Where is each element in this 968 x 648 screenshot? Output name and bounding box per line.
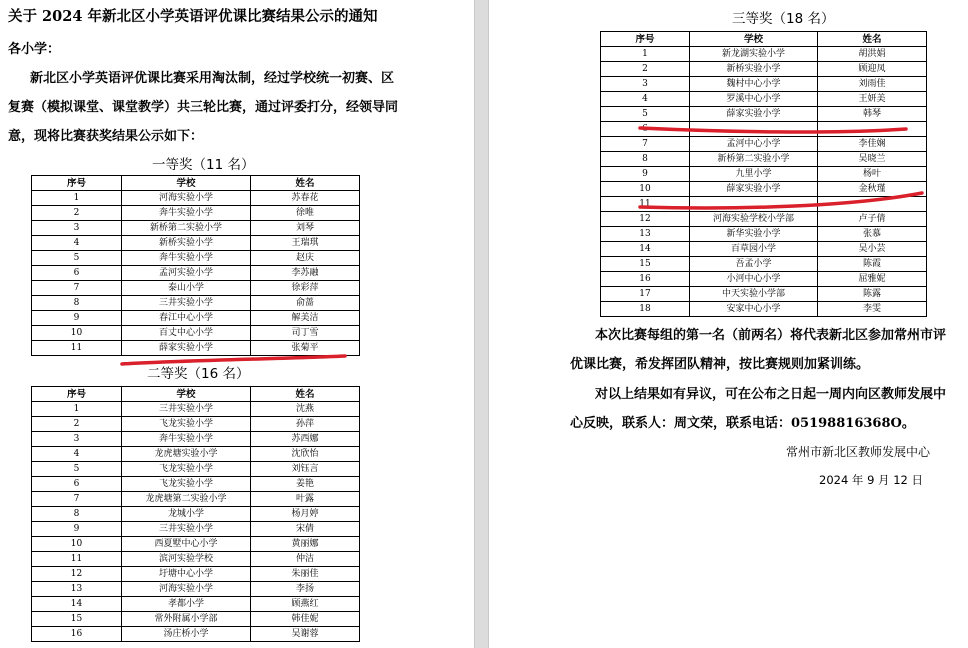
table-row bbox=[601, 257, 927, 272]
notice-title: 关于 2024 年新北区小学英语评优课比赛结果公示的通知 bbox=[8, 8, 378, 25]
table-row bbox=[32, 492, 360, 507]
school-cell: 吾孟小学 bbox=[690, 257, 818, 272]
table-row bbox=[601, 152, 927, 167]
col-header-school: 学校 bbox=[122, 387, 251, 402]
table-row bbox=[601, 272, 927, 287]
row-number-cell: 5 bbox=[601, 107, 690, 122]
row-number-cell: 8 bbox=[601, 152, 690, 167]
name-cell: 解美洁 bbox=[251, 311, 360, 326]
name-cell: 吴谢蓉 bbox=[251, 627, 360, 642]
school-cell: 春江中心小学 bbox=[122, 311, 251, 326]
row-number-cell: 5 bbox=[32, 251, 122, 266]
name-cell: 李佳娴 bbox=[818, 137, 927, 152]
school-cell: 奔牛实验小学 bbox=[122, 206, 251, 221]
col-header-name: 姓名 bbox=[251, 387, 360, 402]
table-row bbox=[601, 77, 927, 92]
first-prize-table bbox=[31, 175, 360, 356]
school-cell: 九里小学 bbox=[690, 167, 818, 182]
name-cell: 姜艳 bbox=[251, 477, 360, 492]
name-cell: 韩佳妮 bbox=[251, 612, 360, 627]
signature-organization: 常州市新北区教师发展中心 bbox=[786, 445, 931, 459]
name-cell: 徐唯 bbox=[251, 206, 360, 221]
signature-date: 2024 年 9 月 12 日 bbox=[819, 473, 923, 487]
name-cell: 沈欣怡 bbox=[251, 447, 360, 462]
school-cell: 飞龙实验小学 bbox=[122, 477, 251, 492]
table-row bbox=[601, 47, 927, 62]
third-prize-table bbox=[600, 31, 927, 317]
table-row bbox=[32, 311, 360, 326]
row-number-cell: 2 bbox=[32, 417, 122, 432]
table-row bbox=[32, 221, 360, 236]
table-row bbox=[32, 552, 360, 567]
school-cell: 魏村中心小学 bbox=[690, 77, 818, 92]
table-row bbox=[601, 302, 927, 317]
table-row bbox=[601, 227, 927, 242]
row-number-cell: 11 bbox=[32, 552, 122, 567]
name-cell: 杨叶 bbox=[818, 167, 927, 182]
school-cell: 龙虎塘实验小学 bbox=[122, 447, 251, 462]
name-cell: 屈雅妮 bbox=[818, 272, 927, 287]
school-cell: 滨河实验学校 bbox=[122, 552, 251, 567]
table-row bbox=[32, 236, 360, 251]
name-cell: 王瑞琪 bbox=[251, 236, 360, 251]
col-header-school: 学校 bbox=[122, 176, 251, 191]
table-row bbox=[32, 597, 360, 612]
table-row bbox=[32, 522, 360, 537]
name-cell: 孙萍 bbox=[251, 417, 360, 432]
row-number-cell: 5 bbox=[32, 462, 122, 477]
row-number-cell: 11 bbox=[601, 197, 690, 212]
name-cell: 叶露 bbox=[251, 492, 360, 507]
table-row bbox=[32, 537, 360, 552]
col-header-school: 学校 bbox=[690, 32, 818, 47]
row-number-cell: 7 bbox=[601, 137, 690, 152]
intro-paragraph-line-1: 新北区小学英语评优课比赛采用淘汰制，经过学校统一初赛、区 bbox=[30, 71, 395, 86]
second-prize-caption: 二等奖（16 名） bbox=[147, 366, 250, 382]
row-number-cell: 2 bbox=[32, 206, 122, 221]
row-number-cell: 16 bbox=[601, 272, 690, 287]
name-cell: 顾迎凤 bbox=[818, 62, 927, 77]
name-cell: 苏春花 bbox=[251, 191, 360, 206]
school-cell: 汤庄桥小学 bbox=[122, 627, 251, 642]
name-cell: 胡洪娟 bbox=[818, 47, 927, 62]
table-row bbox=[32, 281, 360, 296]
table-row bbox=[32, 402, 360, 417]
name-cell: 李苏融 bbox=[251, 266, 360, 281]
closing-paragraph-line-1: 本次比赛每组的第一名（前两名）将代表新北区参加常州市评 bbox=[595, 328, 947, 343]
table-row bbox=[32, 206, 360, 221]
name-cell: 刘琴 bbox=[251, 221, 360, 236]
table-row bbox=[32, 477, 360, 492]
second-prize-table bbox=[31, 386, 360, 642]
school-cell: 新桥实验小学 bbox=[690, 62, 818, 77]
row-number-cell: 7 bbox=[32, 281, 122, 296]
table-row bbox=[32, 251, 360, 266]
name-cell: 张慕 bbox=[818, 227, 927, 242]
school-cell: 飞龙实验小学 bbox=[122, 417, 251, 432]
row-number-cell: 12 bbox=[32, 567, 122, 582]
salutation: 各小学： bbox=[8, 42, 61, 57]
name-cell: 杨月婷 bbox=[251, 507, 360, 522]
row-number-cell: 6 bbox=[32, 266, 122, 281]
school-cell: 三井实验小学 bbox=[122, 296, 251, 311]
row-number-cell: 1 bbox=[32, 191, 122, 206]
name-cell: 李扬 bbox=[251, 582, 360, 597]
name-cell: 俞蔷 bbox=[251, 296, 360, 311]
school-cell: 新桥第二实验小学 bbox=[690, 152, 818, 167]
school-cell: 河海实验学校小学部 bbox=[690, 212, 818, 227]
document-page-left bbox=[0, 0, 474, 648]
row-number-cell: 7 bbox=[32, 492, 122, 507]
name-cell: 黄丽娜 bbox=[251, 537, 360, 552]
row-number-cell: 3 bbox=[601, 77, 690, 92]
school-cell: 泰山小学 bbox=[122, 281, 251, 296]
row-number-cell: 9 bbox=[32, 311, 122, 326]
school-cell: 薛家实验小学 bbox=[122, 341, 251, 356]
table-row bbox=[601, 287, 927, 302]
col-header-number: 序号 bbox=[32, 176, 122, 191]
school-cell: 新桥实验小学 bbox=[122, 236, 251, 251]
school-cell: 河海实验小学 bbox=[122, 191, 251, 206]
row-number-cell: 8 bbox=[32, 296, 122, 311]
row-number-cell: 12 bbox=[601, 212, 690, 227]
school-cell: 三井实验小学 bbox=[122, 402, 251, 417]
school-cell: 飞龙实验小学 bbox=[122, 462, 251, 477]
table-row bbox=[601, 62, 927, 77]
table-row bbox=[32, 507, 360, 522]
row-number-cell: 8 bbox=[32, 507, 122, 522]
name-cell: 吴晓兰 bbox=[818, 152, 927, 167]
table-row bbox=[32, 582, 360, 597]
row-number-cell: 10 bbox=[601, 182, 690, 197]
row-number-cell: 15 bbox=[32, 612, 122, 627]
school-cell: 孟河实验小学 bbox=[122, 266, 251, 281]
red-strike-mark-row-11 bbox=[634, 188, 934, 214]
row-number-cell: 16 bbox=[32, 627, 122, 642]
intro-paragraph-line-2: 复赛（模拟课堂、课堂教学）共三轮比赛，通过评委打分，经领导同 bbox=[8, 100, 399, 115]
row-number-cell: 18 bbox=[601, 302, 690, 317]
name-cell: 刘钰言 bbox=[251, 462, 360, 477]
school-cell: 罗溪中心小学 bbox=[690, 92, 818, 107]
school-cell: 龙城小学 bbox=[122, 507, 251, 522]
row-number-cell: 9 bbox=[32, 522, 122, 537]
school-cell: 新龙湖实验小学 bbox=[690, 47, 818, 62]
row-number-cell: 15 bbox=[601, 257, 690, 272]
name-cell: 张菊平 bbox=[251, 341, 360, 356]
objection-paragraph-line-2: 心反映，联系人：周文荣，联系电话：05198816368O。 bbox=[570, 416, 915, 431]
table-row bbox=[32, 462, 360, 477]
objection-paragraph-line-1: 对以上结果如有异议，可在公布之日起一周内向区教师发展中 bbox=[595, 387, 947, 402]
school-cell: 百丈中心小学 bbox=[122, 326, 251, 341]
row-number-cell: 10 bbox=[32, 326, 122, 341]
name-cell: 李雯 bbox=[818, 302, 927, 317]
school-cell: 中天实验小学部 bbox=[690, 287, 818, 302]
school-cell: 安家中心小学 bbox=[690, 302, 818, 317]
row-number-cell: 1 bbox=[32, 402, 122, 417]
third-prize-caption: 三等奖（18 名） bbox=[732, 11, 835, 27]
name-cell: 吴小芸 bbox=[818, 242, 927, 257]
school-cell: 小河中心小学 bbox=[690, 272, 818, 287]
row-number-cell: 17 bbox=[601, 287, 690, 302]
table-row bbox=[32, 417, 360, 432]
name-cell: 仲洁 bbox=[251, 552, 360, 567]
name-cell: 徐彩萍 bbox=[251, 281, 360, 296]
table-row bbox=[32, 326, 360, 341]
name-cell: 朱丽佳 bbox=[251, 567, 360, 582]
name-cell: 韩琴 bbox=[818, 107, 927, 122]
document-page-right bbox=[489, 0, 968, 648]
row-number-cell: 6 bbox=[601, 122, 690, 137]
school-cell: 圩塘中心小学 bbox=[122, 567, 251, 582]
table-row bbox=[601, 242, 927, 257]
name-cell: 卢子倩 bbox=[818, 212, 927, 227]
table-row bbox=[32, 447, 360, 462]
row-number-cell: 4 bbox=[32, 447, 122, 462]
row-number-cell: 14 bbox=[32, 597, 122, 612]
col-header-number: 序号 bbox=[32, 387, 122, 402]
first-prize-caption: 一等奖（11 名） bbox=[152, 157, 255, 173]
school-cell: 薛家实验小学 bbox=[690, 182, 818, 197]
col-header-name: 姓名 bbox=[251, 176, 360, 191]
row-number-cell: 2 bbox=[601, 62, 690, 77]
row-number-cell: 3 bbox=[32, 221, 122, 236]
table-row bbox=[32, 627, 360, 642]
table-row bbox=[601, 167, 927, 182]
name-cell: 金秋瑾 bbox=[818, 182, 927, 197]
row-number-cell: 14 bbox=[601, 242, 690, 257]
name-cell: 陈露 bbox=[818, 287, 927, 302]
table-row bbox=[601, 92, 927, 107]
name-cell: 宋倩 bbox=[251, 522, 360, 537]
row-number-cell: 4 bbox=[32, 236, 122, 251]
school-cell: 奔牛实验小学 bbox=[122, 251, 251, 266]
school-cell: 三井实验小学 bbox=[122, 522, 251, 537]
name-cell: 司丁雪 bbox=[251, 326, 360, 341]
table-row bbox=[32, 191, 360, 206]
closing-paragraph-line-2: 优课比赛，希发挥团队精神，按比赛规则加紧训练。 bbox=[570, 357, 870, 372]
school-cell: 新桥第二实验小学 bbox=[122, 221, 251, 236]
name-cell: 苏西娜 bbox=[251, 432, 360, 447]
table-row bbox=[32, 567, 360, 582]
row-number-cell: 3 bbox=[32, 432, 122, 447]
name-cell: 沈燕 bbox=[251, 402, 360, 417]
table-row bbox=[32, 266, 360, 281]
school-cell: 西夏墅中心小学 bbox=[122, 537, 251, 552]
intro-paragraph-line-3: 意，现将比赛获奖结果公示如下： bbox=[8, 129, 204, 144]
page-gap bbox=[474, 0, 489, 648]
name-cell: 王妍美 bbox=[818, 92, 927, 107]
school-cell: 奔牛实验小学 bbox=[122, 432, 251, 447]
table-row bbox=[32, 612, 360, 627]
row-number-cell: 13 bbox=[601, 227, 690, 242]
row-number-cell: 9 bbox=[601, 167, 690, 182]
school-cell: 百草园小学 bbox=[690, 242, 818, 257]
col-header-number: 序号 bbox=[601, 32, 690, 47]
name-cell: 陈霞 bbox=[818, 257, 927, 272]
school-cell: 薛家实验小学 bbox=[690, 107, 818, 122]
name-cell: 赵庆 bbox=[251, 251, 360, 266]
school-cell: 新华实验小学 bbox=[690, 227, 818, 242]
name-cell: 顾燕红 bbox=[251, 597, 360, 612]
school-cell: 河海实验小学 bbox=[122, 582, 251, 597]
school-cell: 常外附属小学部 bbox=[122, 612, 251, 627]
row-number-cell: 13 bbox=[32, 582, 122, 597]
name-cell: 刘雨佳 bbox=[818, 77, 927, 92]
table-row bbox=[32, 432, 360, 447]
row-number-cell: 4 bbox=[601, 92, 690, 107]
red-strike-mark-row-6 bbox=[634, 120, 919, 140]
row-number-cell: 11 bbox=[32, 341, 122, 356]
col-header-name: 姓名 bbox=[818, 32, 927, 47]
school-cell: 龙虎塘第二实验小学 bbox=[122, 492, 251, 507]
school-cell: 孟河中心小学 bbox=[690, 137, 818, 152]
row-number-cell: 6 bbox=[32, 477, 122, 492]
row-number-cell: 1 bbox=[601, 47, 690, 62]
school-cell: 孝都小学 bbox=[122, 597, 251, 612]
table-row bbox=[32, 296, 360, 311]
row-number-cell: 10 bbox=[32, 537, 122, 552]
